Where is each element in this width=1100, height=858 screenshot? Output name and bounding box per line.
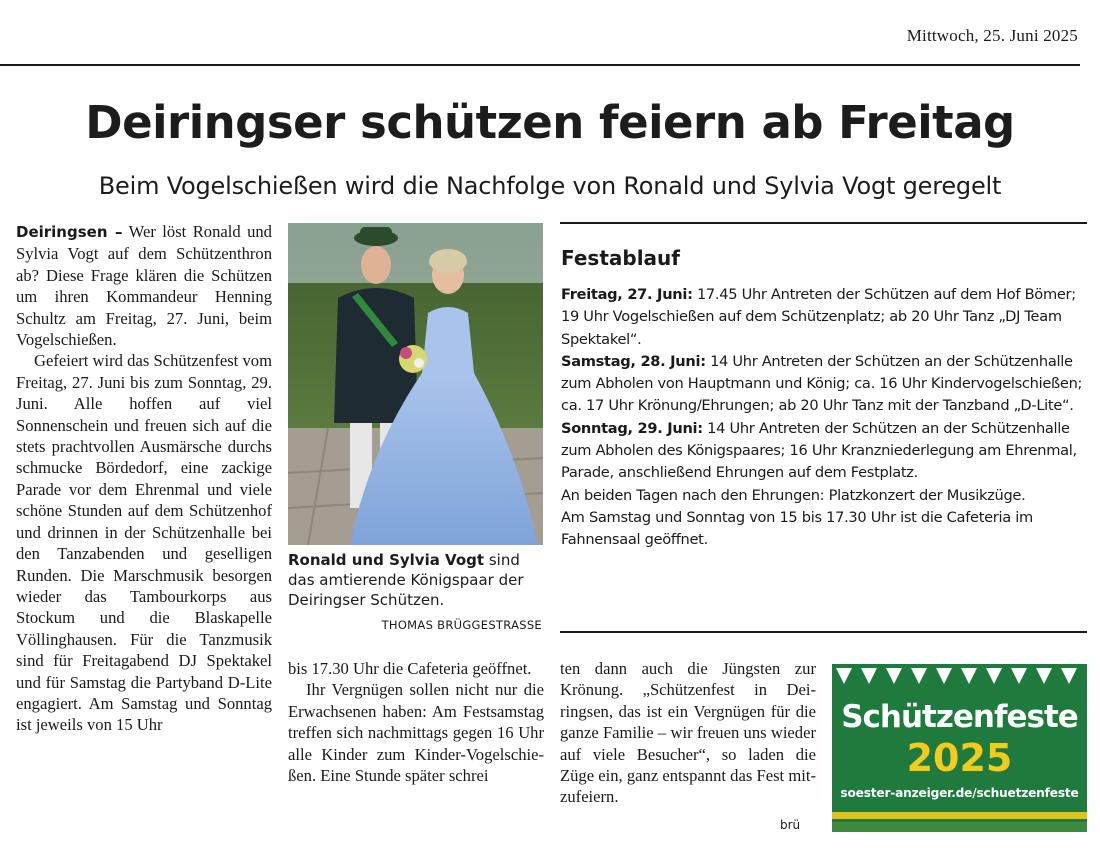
paragraph-text: Wer löst Ronald und Sylvia Vogt auf dem Schützenthron ab? Diese Frage klären die Schützen um ihren Kommandeur Henning Schultz am Freitag, 27. Juni, beim Vogelschießen. [16,222,272,350]
festablauf-rule-top [560,222,1087,224]
festablauf-text: 14 Uhr Antreten der Schützen an der Schützenhalle zum Abholen des Königspaares; 16 Uhr Kranzniederlegung am Ehrenmal, Parade, anschließend Ehrungen auf dem Festplatz. [561,419,1077,482]
article-subhead: Beim Vogelschießen wird die Nachfolge von Ronald und Sylvia Vogt geregelt [98,172,1002,200]
festablauf-rule-bottom [560,631,1087,633]
schuetzenfeste-promo-banner[interactable] [832,664,1087,832]
festablauf-item [561,351,1085,418]
issue-date: Mittwoch, 25. Juni 2025 [906,26,1078,45]
festablauf-body [561,284,1085,552]
article-paragraph [16,221,272,350]
author-initials: brü [780,818,801,832]
article-headline: Deiringser schützen feiern ab Freitag [85,96,1015,149]
festablauf-note: An beiden Tagen nach den Ehrungen: Platzkonzert der Musikzüge. [561,486,1026,504]
photo-credit: THOMAS BRÜGGESTRASSE [381,618,542,632]
festablauf-title: Festablauf [561,246,680,270]
article-paragraph: bis 17.30 Uhr die Cafeteria geöffnet. [288,659,532,678]
caption-text: sind das amtierende Königspaar der Deiringser Schützen. [288,551,524,609]
festablauf-item [561,418,1085,485]
photo-caption [288,550,544,610]
photo-illustration [288,223,543,545]
promo-stripe [832,812,1087,819]
header-rule [0,64,1080,66]
caption-names: Ronald und Sylvia Vogt [288,551,485,569]
promo-year: 2025 [906,736,1013,780]
couple-photo [288,223,543,545]
festablauf-text: 17.45 Uhr Antreten der Schützen auf dem Hof Bömer; 19 Uhr Vogelschießen auf dem Schützenplatz; ab 20 Uhr Tanz „DJ Team Spektakel“. [561,286,1076,348]
article-paragraph: Gefeiert wird das Schützenfest vom Freitag, 27. Juni bis zum Sonntag, 29. Juni. Alle hoffen auf viel Sonnenschein und freuen sich auf die stets prachtvollen Ausmärsche durchs schmucke Bördedorf, eine zackige Parade vor dem Ehrenmal und viele schöne Stunden auf dem Schützenhof und drinnen in der Schützenhalle bei den Tanzabenden und geselligen Runden. Die Marschmusik besorgen wieder das Tambourkorps aus Stockum und die Blaskapelle Völlinghausen. Für die Tanzmusik sind für Freitagabend DJ Spektakel und für Samstag die Partyband D-Lite engagiert. Am Samstag und Sonntag ist jeweils von 15 Uhr [16,351,272,735]
promo-stripe [832,822,1087,832]
festablauf-day: Freitag, 27. Juni: [561,286,693,303]
article-column-1 [16,221,272,841]
article-dateline: Deiringsen – [16,223,123,241]
festablauf-day: Samstag, 28. Juni: [561,352,706,370]
promo-url-link[interactable]: soester-anzeiger.de/schuetzenfeste [840,786,1079,800]
article-column-3 [560,658,816,838]
festablauf-note: Am Samstag und Sonntag von 15 bis 17.30 Uhr ist die Cafeteria im Fahnensaal geöffnet. [561,508,1033,549]
article-paragraph: ten dann auch die Jüngsten zur Krönung. „Schützenfest in Deiringsen, das ist ein Vergnügen für die ganze Familie – wir freuen uns wieder auf viele Besucher“, so laden die Züge ein, ganz entspannt das Fest mitzufeiern. [560,659,816,807]
promo-title: Schützenfeste [841,699,1078,735]
bunting-flags-icon [832,668,1087,690]
festablauf-day: Sonntag, 29. Juni: [561,419,703,437]
article-paragraph: Ihr Vergnügen sollen nicht nur die Erwachsenen haben: Am Festsamstag treffen sich nachmittags gegen 16 Uhr alle Kinder zum Kinder-Vogelschießen. Eine Stunde später schrei [288,680,544,786]
festablauf-item [561,284,1085,351]
article-column-2 [288,658,544,838]
festablauf-text: 14 Uhr Antreten der Schützen an der Schützenhalle zum Abholen von Hauptmann und König; ca. 16 Uhr Kindervogelschießen; ca. 17 Uhr Krönung/Ehrungen; ab 20 Uhr Tanz mit der Tanzband „D-Lite“. [561,352,1083,415]
